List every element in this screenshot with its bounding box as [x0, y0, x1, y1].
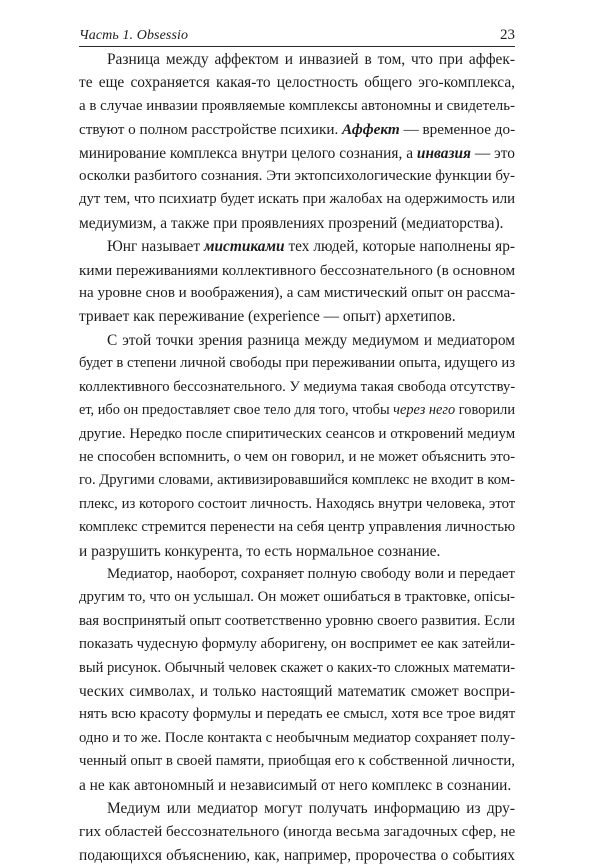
text-run: ченный опыт в своей памяти, приобщая его к собственной личности,	[79, 753, 515, 770]
text-line	[79, 703, 515, 726]
text-line	[79, 469, 515, 492]
text-line	[79, 610, 515, 633]
text-run: медиумизм, а также при проявлениях прозрений (медиаторства).	[79, 214, 504, 232]
text-line	[79, 188, 515, 211]
text-line	[79, 282, 515, 305]
text-line	[79, 633, 515, 656]
text-line	[79, 118, 515, 141]
page-number: 23	[500, 27, 515, 43]
text-run: Разница между аффектом и инвазией в том, что при аффек-	[107, 51, 515, 68]
text-run: коллективного бессознательного. У медиума такая свобода отсутству-	[79, 378, 516, 395]
text-line	[79, 352, 515, 375]
text-run: ет, ибо он предоставляет свое тело для того, чтобы	[79, 402, 394, 419]
text-line	[79, 329, 515, 352]
text-line	[79, 165, 515, 188]
text-run: нять всю красоту формулы и передать ее смысл, хотя все трое видят	[79, 706, 516, 723]
text-line	[79, 399, 515, 422]
text-line	[79, 493, 515, 516]
text-run: плекс, из которого состоит личность. Находясь внутри человека, этот	[79, 495, 516, 512]
text-run: дут тем, что психиатр будет искать при жалобах на одержимость или	[79, 191, 516, 208]
text-line	[79, 376, 515, 399]
text-run: осколки разбитого сознания. Эти эктопсихологические функции бу-	[79, 168, 515, 185]
text-line	[79, 844, 515, 867]
text-run: другие. Нередко после спиритических сеансов и откровений медиум	[79, 425, 516, 442]
text-line	[79, 423, 515, 446]
text-run: показать чудесную формулу аборигену, он воспримет ее как затейли-	[79, 636, 516, 653]
text-run: С этой точки зрения разница между медиумом и медиатором	[107, 331, 515, 349]
text-line	[79, 516, 515, 539]
running-title: Часть 1. Obsessio	[79, 28, 189, 43]
text-line	[79, 95, 515, 118]
emphasized-term: инвазия	[416, 144, 471, 162]
text-line	[79, 142, 515, 165]
text-run: комплекс стремится перенести на себя центр управления личностью	[79, 519, 516, 536]
emphasized-term: мистиками	[203, 238, 285, 256]
text-run: тривает как переживание (experience — опыт) архетипов.	[79, 308, 456, 326]
text-run: тех людей, которые наполнены яр-	[284, 238, 515, 256]
text-line	[79, 727, 515, 750]
body-text	[79, 48, 515, 867]
text-run: гих областей бессознательного (иногда весьма загадочных сфер, не	[79, 823, 516, 841]
text-line	[79, 797, 515, 820]
text-line	[79, 446, 515, 469]
text-line	[79, 586, 515, 609]
text-line	[79, 212, 515, 235]
text-run: на уровне снов и воображения), а сам мистический опыт он рассма-	[79, 285, 516, 302]
text-run: говорили	[455, 402, 515, 419]
text-run: го. Другими словами, активизировавшийся комплекс не входит в ком-	[79, 472, 515, 489]
text-run: вая воспринятый опыт соответственно уровню своего развития. Если	[79, 612, 515, 629]
italic-phrase: через него	[393, 402, 456, 419]
text-line	[79, 71, 515, 94]
text-line	[79, 305, 515, 328]
text-run: и разрушить конкурента, то есть нормальное сознание.	[79, 542, 441, 560]
text-run: ческих символах, и только настоящий математик сможет воспри-	[79, 682, 515, 700]
text-run: другим то, что он услышал. Он может ошибаться в трактовке, опісы-	[79, 589, 515, 606]
text-run: — это	[471, 144, 515, 162]
text-line	[79, 259, 515, 282]
text-line	[79, 750, 515, 773]
text-line	[79, 235, 515, 258]
text-run: те еще сохраняется какая-то целостность общего эго-комплекса,	[79, 74, 515, 92]
text-run: минирование комплекса внутри целого сознания, а	[79, 144, 417, 162]
text-line	[79, 657, 515, 680]
text-line	[79, 774, 515, 797]
text-run: вый рисунок. Обычный человек скажет о каких-то сложных математи-	[79, 659, 516, 676]
text-run: Медиум или медиатор могут получать информацию из дру-	[107, 800, 515, 817]
text-run: Юнг называет	[107, 238, 204, 256]
running-header	[79, 22, 515, 47]
text-run: не способен вспомнить, о чем он говорил, и не может объяснить это-	[79, 448, 516, 465]
text-line	[79, 680, 515, 703]
text-run: ствуют о полном расстройстве психики.	[79, 121, 343, 139]
text-run: одно и то же. После контакта с необычным медиатор сохраняет полу-	[79, 729, 516, 746]
text-run: кими переживаниями коллективного бессознательного (в основном	[79, 261, 516, 279]
text-run: а не как автономный и независимый от него комплекс в сознании.	[79, 776, 512, 794]
text-line	[79, 563, 515, 586]
emphasized-term: Аффект	[342, 121, 400, 139]
text-run: Медиатор, наоборот, сохраняет полную свободу воли и передает	[107, 565, 515, 582]
text-line	[79, 540, 515, 563]
text-line	[79, 48, 515, 71]
text-run: — временное до-	[399, 121, 516, 139]
text-run: будет в степени личной свободы при переживании опыта, идущего из	[79, 355, 516, 372]
text-run: подающихся объяснению, как, например, пророчества о событиях	[79, 846, 515, 864]
text-line	[79, 820, 515, 843]
text-run: а в случае инвазии проявляемые комплексы автономны и свидетель-	[79, 97, 515, 114]
